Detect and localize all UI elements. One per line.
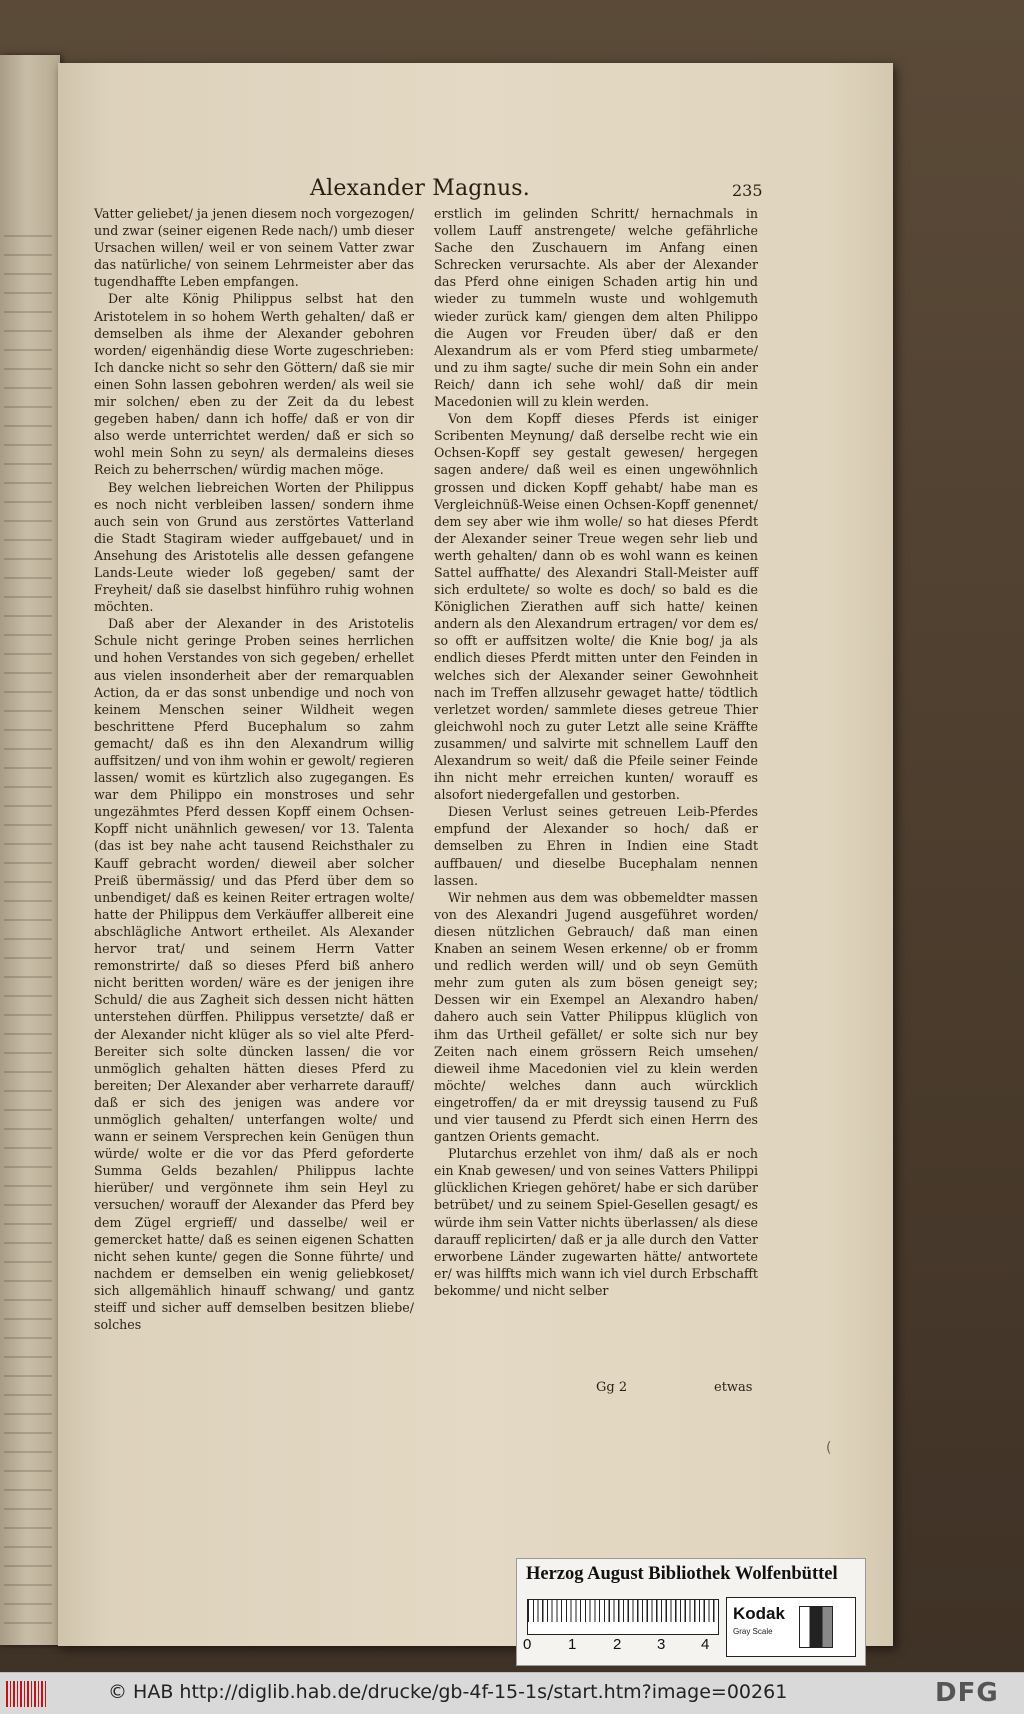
paragraph: Wir nehmen aus dem was obbemeldter massen von des Alexandri Jugend ausgeführet worden/ diesen nützlichen Gebrauch/ daß man einen Knaben an seinem Wesen erkenne/ ob er fromm und redlich werden will/ und ob seyn Gemüth mehr zum guten als zum bösen geneigt sey; Dessen wir ein Exempel an Alexandro haben/ dahero auch sein Vatter Philippus klüglich von ihm das Urtheil gefället/ er solte sich nur bey Zeiten nach einem grössern Reich umsehen/ dieweil ihme Macedonien viel zu klein werden möchte/ welches dann auch würcklich eingetroffen/ da er mit dreyssig tausend zu Fuß und vier tausend zu Pferdt sich einen Herrn des gantzen Orients gemacht. [434, 889, 758, 1145]
paragraph: Der alte König Philippus selbst hat den Aristotelem in so hohem Werth gehalten/ daß er demselben als ihme der Alexander gebohren worden/ eigenhändig diese Worte zugeschrieben: Ich dancke nicht so sehr den Göttern/ daß sie mir einen Sohn lassen gebohren werden/ als weil sie mir solchen/ eben zu der Zeit da du lebest gegeben haben/ dann ich hoffe/ daß er von dir also werde unterrichtet werden/ daß er sich so wohl mein Sohn zu seyn/ als dermaleins dieses Reich zu beherrschen/ würdig machen möge. [94, 291, 414, 478]
ruler-label: 2 [613, 1636, 622, 1653]
hab-barcode-icon [6, 1681, 48, 1707]
ruler-labels [523, 1636, 723, 1656]
ruler-label: 0 [523, 1636, 532, 1653]
paragraph: Von dem Kopff dieses Pferds ist einiger Scribenten Meynung/ daß derselbe recht wie ein Ochsen-Kopff sey gestalt gewesen/ hergegen sagen andere/ daß weil es einen ungewöhnlich grossen und dicken Kopff gehabt/ habe man es Vergleichnüß-Weise einen Ochsen-Kopff genennet/ dem sey aber wie ihm wolle/ so hat dieses Pferdt der Alexander seiner Treue wegen sehr lieb und werth gehalten/ dann ob es wohl wann es keinen Sattel auffhatte/ des Alexandri Stall-Meister auff sich erdultete/ so wolte es doch/ so bald es die Königlichen Zierathen auff sich hatte/ keinen andern als den Alexandrum ertragen/ vor dem es/ so offt er auffsitzen wolte/ die Knie bog/ ja als endlich dieses Pferdt mitten unter den Feinden in welches sich der Alexander seiner Gewohnheit nach im Treffen allzusehr gewaget hatte/ tödtlich verletzet worden/ sammlete dieses getreue Thier gleichwohl noch zu guter Letzt alle seine Kräffte zusammen/ und salvirte mit schnellem Lauff den Alexandrum so weit/ daß die Pfeile seiner Feinde ihn nicht mehr erreichen kunten/ worauff es alsofort niedergefallen und gestorben. [434, 411, 758, 803]
gray-scale-label: Gray Scale [733, 1627, 773, 1636]
left-column [94, 205, 414, 1333]
scale-ruler [527, 1599, 719, 1635]
footer-bar [0, 1672, 1024, 1714]
previous-page-text-edge [4, 235, 52, 1635]
library-name: Herzog August Bibliothek Wolfenbüttel [526, 1564, 838, 1584]
kodak-gray-scale [726, 1597, 856, 1657]
kodak-logo: Kodak [733, 1604, 785, 1623]
paragraph: Diesen Verlust seines getreuen Leib-Pferdes empfund der Alexander so hoch/ daß er demselben zu Ehren in Indien eine Stadt auffbauen/ und dieselbe Bucephalam nennen lassen. [434, 804, 758, 888]
source-url[interactable]: © HAB http://diglib.hab.de/drucke/gb-4f-15-1s/start.htm?image=00261 [108, 1681, 788, 1703]
paragraph: erstlich im gelinden Schritt/ hernachmals in vollem Lauff anstrengete/ welche gefährliche Sache den Zuschauern im Anfang einen Schrecken verursachte. Als aber der Alexander das Pferd ohne einigen Schaden artig hin und wieder zu tummeln wuste und wohlgemuth wieder zurück kam/ giengen dem alten Philippo die Augen vor Freuden über/ daß er den Alexandrum als er vom Pferd stieg umbarmete/ und zu ihm sagte/ suche dir mein Sohn ein ander Reich/ dann ich sehe wohl/ daß dir mein Macedonien will zu klein werden. [434, 206, 758, 410]
paragraph: Bey welchen liebreichen Worten der Philippus es noch nicht verbleiben lassen/ sondern ihme auch sein von Grund aus zerstörtes Vatterland die Stadt Stagiram wieder auffgebauet/ und in Ansehung des Aristotelis alle dessen gefangene Lands-Leute wieder loß gegeben/ samt der Freyheit/ daß sie daselbst hinführo ruhig wohnen möchten. [94, 479, 414, 615]
ruler-label: 1 [568, 1636, 577, 1653]
running-head: Alexander Magnus. [310, 176, 530, 201]
ruler-label: 4 [701, 1636, 710, 1653]
paragraph: Vatter geliebet/ ja jenen diesem noch vorgezogen/ und zwar (seiner eigenen Rede nach/) umb dieser Ursachen willen/ weil er von seinem Vatter zwar das natürliche/ von seinem Lehrmeister aber das tugendhaffte Leben empfangen. [94, 206, 414, 290]
pencil-mark: ( [826, 1440, 832, 1456]
ruler-label: 3 [657, 1636, 666, 1653]
catchword: etwas [714, 1380, 753, 1395]
page-number: 235 [732, 181, 763, 200]
signature-mark: Gg 2 [596, 1380, 628, 1395]
paragraph: Daß aber der Alexander in des Aristotelis Schule nicht geringe Proben seines herrlichen und hohen Verstandes von sich gegeben/ erhellet aus vielen insonderheit aber der remarquablen Action, da er das sonst unbendige und noch von keinem Menschen seiner Wildheit wegen beschrittene Pferd Bucephalum so zahm gemacht/ daß es ihn den Alexandrum willig auffsitzen/ und von ihm wohin er gewolt/ regieren lassen/ womit es kürtzlich also zugegangen. Es war dem Philippo ein monstroses und sehr ungezähmtes Pferd dessen Kopff einem Ochsen-Kopff nicht unähnlich gewesen/ vor 13. Talenta (das ist bey nahe acht tausend Reichsthaler zu Kauff gebracht worden/ dieweil aber solcher Preiß übermässig/ und das Pferd über dem so unbendiget/ daß es keinen Reiter ertragen wolte/ hatte der Philippus dem Verkäuffer allbereit eine abschlägliche Antwort ertheilet. Als Alexander hervor trat/ und seinem Herrn Vatter remonstrirte/ daß so dieses Pferd biß anhero nicht beritten worden/ wäre es der jenigen ihre Schuld/ die aus Zagheit sich dessen nicht hätten unterstehen dürffen. Philippus versetzte/ daß er der Alexander nicht klüger als so viel alte Pferd-Bereiter sich solte düncken lassen/ die vor unmöglich gehalten hätten dieses Pferd zu bereiten; Der Alexander aber verharrete darauff/ daß er sich des jenigen was andere vor unmöglich gehalten/ unterfangen wolte/ und wann er seinem Versprechen kein Genügen thun würde/ wolte er die vor das Pferd geforderte Summa Gelds bezahlen/ Philippus lachte hierüber/ und vergönnete ihm sein Heyl zu versuchen/ worauff der Alexander das Pferd bey dem Zügel ergrieff/ und dasselbe/ weil er gemercket hatte/ daß es seinen eigenen Schatten nicht sehen kunte/ gegen die Sonne führte/ und nachdem er demselben ein wenig geliebkoset/ sich allgemählich hinauff schwang/ und gantz steiff und sicher auff demselben besitzen bliebe/ solches [94, 616, 414, 1333]
gray-swatch [799, 1606, 833, 1648]
previous-page-edge [0, 55, 60, 1645]
right-column [434, 205, 758, 1299]
color-target-card [516, 1558, 866, 1666]
paragraph: Plutarchus erzehlet von ihm/ daß als er noch ein Knab gewesen/ und von seines Vatters Philippi glücklichen Kriegen gehöret/ habe er sich darüber betrübet/ und zu seinem Spiel-Gesellen gesagt/ es würde ihm sein Vatter nichts überlassen/ als diese darauff replicirten/ daß er ja alle durch den Vatter erworbene Länder zugewarten hätte/ antwortete er/ was hilffts mich wann ich viel durch Erbschafft bekomme/ und nicht selber [434, 1146, 758, 1298]
dfg-logo: DFG [935, 1678, 999, 1708]
ruler-ticks [528, 1600, 718, 1622]
